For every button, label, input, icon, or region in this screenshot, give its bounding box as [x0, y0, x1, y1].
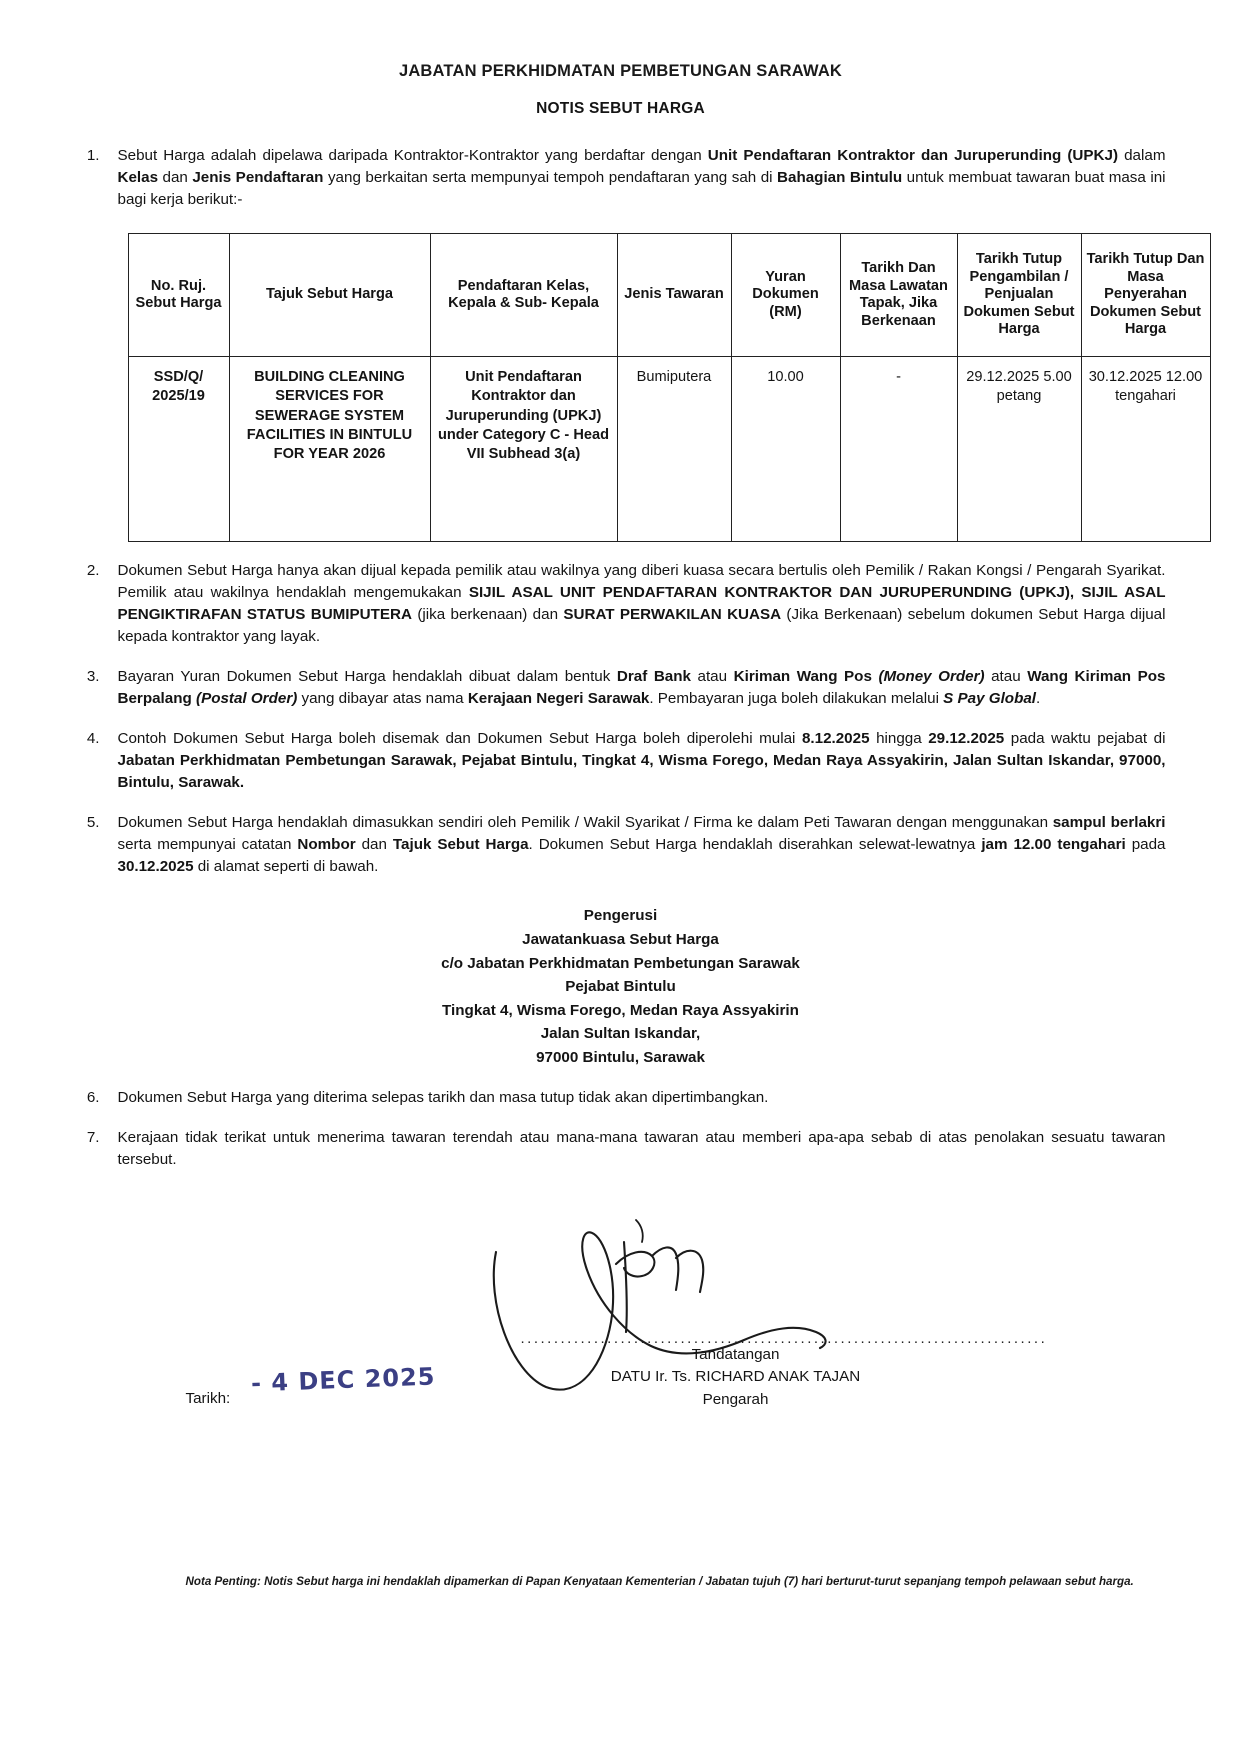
chairman-line-1: Pengerusi: [583, 907, 658, 925]
clause-7-text: Kerajaan tidak terikat untuk menerima tawaran terendah atau mana-mana tawaran atau memberi apa-apa sebab di atas penolakan sesuatu tawaran tersebut.: [117, 1129, 1166, 1169]
cell-closing-purchase: 29.12.2025 5.00 petang: [957, 357, 1081, 542]
clause-6: [76, 1087, 1166, 1109]
chairman-line-2: Jawatankuasa Sebut Harga: [522, 931, 719, 949]
clause-3: [76, 666, 1166, 710]
clause-2: [76, 560, 1166, 648]
chairman-line-3: c/o Jabatan Perkhidmatan Pembetungan Sarawak: [441, 954, 800, 972]
cell-fee: 10.00: [731, 357, 840, 542]
clause-1-text: Sebut Harga adalah dipelawa daripada Kontraktor-Kontraktor yang berdaftar dengan Unit Pendaftaran Kontraktor dan Juruperunding (UPKJ) dalam Kelas dan Jenis Pendaftaran yang berkaitan serta mempunyai tempoh pendaftaran yang sah di Bahagian Bintulu untuk membuat tawaran buat masa ini bagi kerja berikut:-: [117, 147, 1166, 209]
th-fee: Yuran Dokumen (RM): [731, 234, 840, 357]
th-closing-purchase: Tarikh Tutup Pengambilan / Penjualan Dokumen Sebut Harga: [957, 234, 1081, 357]
clause-6-text: Dokumen Sebut Harga yang diterima selepas tarikh dan masa tutup tidak akan dipertimbangkan.: [117, 1089, 769, 1107]
th-offer-type: Jenis Tawaran: [617, 234, 731, 357]
page-title: JABATAN PERKHIDMATAN PEMBETUNGAN SARAWAK: [398, 62, 843, 80]
cell-registration: Unit Pendaftaran Kontraktor dan Juruperunding (UPKJ) under Category C - Head VII Subhead 3(a): [430, 357, 617, 542]
clause-7-number: 7.: [86, 1129, 100, 1147]
clause-1: [76, 145, 1166, 211]
chairman-address-block: [76, 904, 1166, 1069]
clause-5-text: Dokumen Sebut Harga hendaklah dimasukkan sendiri oleh Pemilik / Wakil Syarikat / Firma ke dalam Peti Tawaran dengan menggunakan sampul berlakri serta mempunyai catatan Nombor dan Tajuk Sebut Harga. Dokumen Sebut Harga hendaklah diserahkan selewat-lewatnya jam 12.00 tengahari pada 30.12.2025 di alamat seperti di bawah.: [117, 814, 1166, 876]
signatory-name: DATU Ir. Ts. RICHARD ANAK TAJAN: [610, 1368, 861, 1386]
clause-1-number: 1.: [86, 147, 100, 164]
clause-2-number: 2.: [86, 562, 100, 580]
signature-area: [76, 1202, 1166, 1437]
cell-title: BUILDING CLEANING SERVICES FOR SEWERAGE SYSTEM FACILITIES IN BINTULU FOR YEAR 2026: [229, 357, 430, 542]
date-stamp: - 4 DEC 2025: [250, 1361, 436, 1398]
chairman-line-4: Pejabat Bintulu: [565, 978, 676, 996]
th-closing-submission: Tarikh Tutup Dan Masa Penyerahan Dokumen Sebut Harga: [1081, 234, 1210, 357]
th-registration: Pendaftaran Kelas, Kepala & Sub- Kepala: [430, 234, 617, 357]
cell-site-visit: -: [840, 357, 957, 542]
chairman-line-7: 97000 Bintulu, Sarawak: [536, 1048, 705, 1066]
th-site-visit: Tarikh Dan Masa Lawatan Tapak, Jika Berkenaan: [840, 234, 957, 357]
clause-5-number: 5.: [86, 814, 100, 832]
signature-details: [456, 1344, 1016, 1412]
footnote: Nota Penting: Notis Sebut harga ini hendaklah dipamerkan di Papan Kenyataan Kementerian / Jabatan tujuh (7) hari berturut-turut sepanjang tempoh pelawaan sebut harga.: [185, 1574, 1134, 1588]
clause-6-number: 6.: [86, 1089, 100, 1107]
cell-ref: SSD/Q/ 2025/19: [128, 357, 229, 542]
clause-2-text: Dokumen Sebut Harga hanya akan dijual kepada pemilik atau wakilnya yang diberi kuasa secara bertulis oleh Pemilik / Rakan Kongsi / Pengarah Syarikat. Pemilik atau wakilnya hendaklah mengemukakan SIJIL ASAL UNIT PENDAFTARAN KONTRAKTOR DAN JURUPERUNDING (UPKJ), SIJIL ASAL PENGIKTIRAFAN STATUS BUMIPUTERA (jika berkenaan) dan SURAT PERWAKILAN KUASA (Jika Berkenaan) sebelum dokumen Sebut Harga dijual kepada kontraktor yang layak.: [117, 562, 1166, 646]
chairman-line-6: Jalan Sultan Iskandar,: [540, 1025, 701, 1043]
table-header-row: [128, 234, 1210, 357]
clause-5: [76, 812, 1166, 878]
cell-closing-submission: 30.12.2025 12.00 tengahari: [1081, 357, 1210, 542]
table-row: [128, 357, 1210, 542]
clause-4: [76, 728, 1166, 794]
clause-3-text: Bayaran Yuran Dokumen Sebut Harga hendaklah dibuat dalam bentuk Draf Bank atau Kiriman Wang Pos (Money Order) atau Wang Kiriman Pos Berpalang (Postal Order) yang dibayar atas nama Kerajaan Negeri Sarawak. Pembayaran juga boleh dilakukan melalui S Pay Global.: [117, 668, 1166, 708]
quotation-table: [128, 233, 1211, 542]
chairman-line-5: Tingkat 4, Wisma Forego, Medan Raya Assyakirin: [442, 1001, 799, 1019]
signature-label: Tandatangan: [691, 1345, 780, 1363]
cell-offer-type: Bumiputera: [617, 357, 731, 542]
document-sheet: [76, 0, 1205, 1588]
page-subtitle: NOTIS SEBUT HARGA: [536, 100, 705, 117]
signatory-position: Pengarah: [702, 1391, 769, 1409]
th-ref: No. Ruj. Sebut Harga: [128, 234, 229, 357]
clause-7: [76, 1127, 1166, 1171]
clause-3-number: 3.: [86, 668, 100, 686]
clause-4-text: Contoh Dokumen Sebut Harga boleh disemak dan Dokumen Sebut Harga boleh diperolehi mulai 8.12.2025 hingga 29.12.2025 pada waktu pejabat di Jabatan Perkhidmatan Pembetungan Sarawak, Pejabat Bintulu, Tingkat 4, Wisma Forego, Medan Raya Assyakirin, Jalan Sultan Iskandar, 97000, Bintulu, Sarawak.: [117, 730, 1166, 792]
clause-4-number: 4.: [86, 730, 100, 748]
signature-line: ...............................................................................: [520, 1329, 1048, 1347]
date-label: Tarikh:: [185, 1389, 231, 1407]
th-title: Tajuk Sebut Harga: [229, 234, 430, 357]
